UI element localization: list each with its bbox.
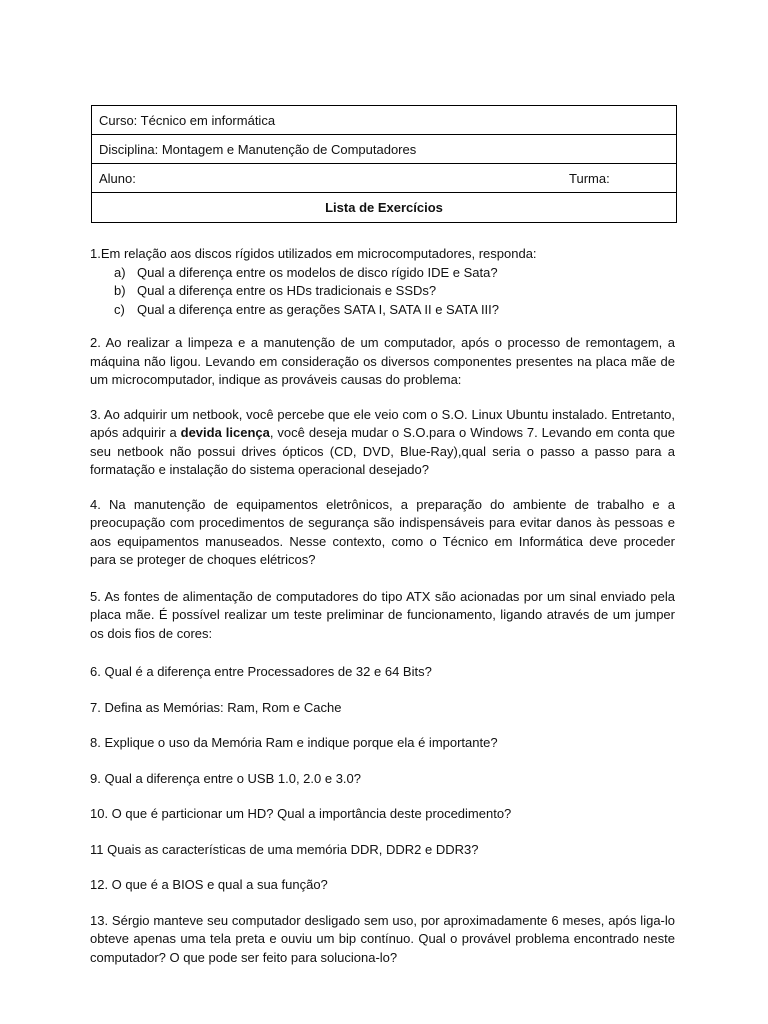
- question-1-item-b: [114, 282, 675, 301]
- item-text: Qual a diferença entre os modelos de disco rígido IDE e Sata?: [137, 264, 498, 280]
- question-2: 2. Ao realizar a limpeza e a manutenção de um computador, após o processo de remontagem, a máquina não ligou. Levando em consideração os diversos componentes presentes na placa mãe de um microcomputador, indique as prováveis causas do problema:: [90, 335, 675, 387]
- exercise-list-title: Lista de Exercícios: [325, 200, 443, 215]
- question-9: 9. Qual a diferença entre o USB 1.0, 2.0 e 3.0?: [90, 770, 362, 786]
- student-row: [92, 164, 676, 193]
- question-12: 12. O que é a BIOS e qual a sua função?: [90, 877, 328, 892]
- question-3-bold: devida licença: [180, 425, 270, 440]
- discipline-label: Disciplina: Montagem e Manutenção de Computadores: [99, 142, 417, 157]
- item-marker: b): [114, 283, 126, 298]
- question-1-item-c: [114, 301, 675, 320]
- question-10: 10. O que é particionar um HD? Qual a importância deste procedimento?: [90, 806, 512, 821]
- student-label: Aluno:: [99, 171, 136, 186]
- question-1: 1.Em relação aos discos rígidos utilizados em microcomputadores, responda:: [90, 246, 537, 261]
- discipline-row: [92, 135, 676, 164]
- question-7: 7. Defina as Memórias: Ram, Rom e Cache: [90, 699, 342, 715]
- question-3-end: , você deseja mudar o S.O.para o Windows 7. Levando em conta que seu netbook não possui drives ópticos (CD, DVD, Blue-Ray),qual seria o passo a passo para a formatação e instalação do sistema operacional desejado?: [90, 425, 675, 477]
- item-marker: c): [114, 301, 125, 317]
- item-text: Qual a diferença entre as gerações SATA I, SATA II e SATA III?: [137, 301, 500, 317]
- question-6: 6. Qual é a diferença entre Processadores de 32 e 64 Bits?: [90, 664, 432, 679]
- course-label: Curso: Técnico em informática: [99, 113, 276, 128]
- question-11: 11 Quais as características de uma memória DDR, DDR2 e DDR3?: [90, 841, 479, 857]
- question-1-subitems: [90, 264, 675, 320]
- question-13: 13. Sérgio manteve seu computador desligado sem uso, por aproximadamente 6 meses, após liga-lo obteve apenas uma tela preta e ouviu um bip contínuo. Qual o provável problema encontrado neste computador? O que pode ser feito para soluciona-lo?: [90, 912, 675, 965]
- header-table: [91, 105, 677, 223]
- questions-list: [90, 245, 675, 967]
- class-label: Turma:: [569, 171, 610, 186]
- question-4: 4. Na manutenção de equipamentos eletrônicos, a preparação do ambiente de trabalho e a preocupação com procedimentos de segurança são indispensáveis para evitar danos às pessoas e aos equipamentos manuseados. Nesse contexto, como o Técnico em Informática deve proceder para se proteger de choques elétricos?: [90, 496, 675, 567]
- title-row: [92, 193, 676, 222]
- question-1-item-a: [114, 264, 675, 283]
- question-3: [90, 406, 675, 480]
- item-text: Qual a diferença entre os HDs tradicionais e SSDs?: [137, 283, 437, 298]
- course-row: [92, 106, 676, 135]
- question-3-start: 3. Ao adquirir um netbook, você percebe que ele veio com o S.O. Linux Ubuntu instalado. Entretanto, após adquirir a: [90, 406, 675, 440]
- question-5: 5. As fontes de alimentação de computadores do tipo ATX são acionadas por um sinal enviado pela placa mãe. É possível realizar um teste preliminar de funcionamento, ligando através de um jumper os dois fios de cores:: [90, 588, 675, 641]
- question-8: 8. Explique o uso da Memória Ram e indique porque ela é importante?: [90, 735, 498, 750]
- item-marker: a): [114, 264, 126, 280]
